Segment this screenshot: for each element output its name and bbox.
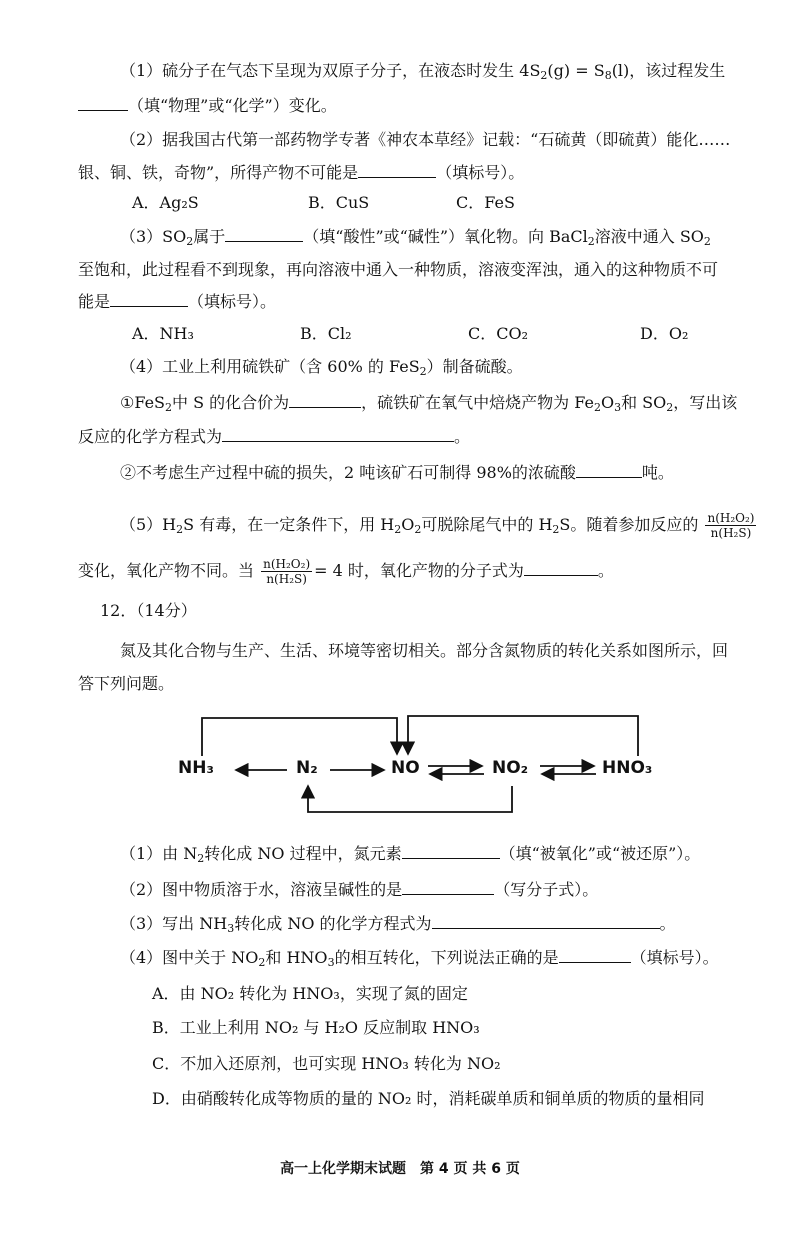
q12-header: 12．（14分） [100,601,197,620]
q11-part4-line2: ①FeS$_2$中 S 的化合价为 ，硫铁矿在氧气中焙烧产物为 $Fe_2O_3$和 $SO_2$，写出该 [120,393,738,414]
q11-part2-option-c: C．FeS [456,193,515,212]
q12-option-b: B．工业上利用 NO₂ 与 H₂O 反应制取 HNO₃ [152,1018,480,1037]
q12-option-c: C．不加入还原剂，也可实现 HNO₃ 转化为 NO₂ [152,1054,501,1073]
ratio-fraction: $\frac{\text{n(H₂O₂)}}{\text{n(H₂S)}}$ [263,557,311,586]
species-no: NO [391,758,420,778]
answer-blank[interactable] [576,463,642,478]
answer-blank[interactable] [78,96,128,111]
q12-part2: （2）图中物质溶于水，溶液呈碱性的是 （写分子式）。 [120,880,599,899]
answer-blank[interactable] [524,561,598,576]
q12-intro-line2: 答下列问题。 [78,674,175,693]
arrow-nh3-to-no [202,718,397,756]
q11-part2-option-b: B．CuS [308,193,370,212]
q11-part3-option-d: D．O₂ [640,324,689,343]
answer-blank[interactable] [402,880,494,895]
q11-part3-line1: $(3)SO_2$属于 （填“酸性”或“碱性”）氧化物。向 BaCl$_2$溶液中通入 $SO_2$ [120,227,711,248]
arrow-no2-to-n2 [308,786,512,812]
q12-part3: （3）写出 $NH_3$转化成 NO 的化学方程式为 。 [120,914,676,935]
q11-part4-line4: ②不考虑生产过程中硫的损失，2 吨该矿石可制得 98%的浓硫酸 吨。 [120,463,674,482]
answer-blank[interactable] [559,948,631,963]
answer-blank[interactable] [358,163,436,178]
q11-part3-option-a: A．NH₃ [132,324,194,343]
answer-blank[interactable] [222,427,454,442]
answer-blank[interactable] [432,914,660,929]
species-nh3: NH₃ [178,758,214,778]
q11-part2-line1: （2）据我国古代第一部药物学专著《神农本草经》记载：“石硫黄（即硫黄）能化…… [120,130,731,149]
q11-part3-option-b: B．Cl₂ [300,324,352,343]
q11-part1-line1: （1）硫分子在气态下呈现为双原子分子，在液态时发生 $4S_2(g) = S_8(l)$，该过程发生 [120,61,726,82]
q11-part3-line2: 至饱和，此过程看不到现象，再向溶液中通入一种物质，溶液变浑浊，通入的这种物质不可 [78,260,719,279]
q12-intro-line1: 氮及其化合物与生产、生活、环境等密切相关。部分含氮物质的转化关系如图所示，回 [120,641,729,660]
nitrogen-conversion-diagram [150,710,750,820]
answer-blank[interactable] [110,292,188,307]
species-hno3: HNO₃ [602,758,653,778]
species-n2: N₂ [296,758,318,778]
q11-part2-line2: 银、铜、铁，奇物”，所得产物不可能是 （填标号）。 [78,163,525,182]
answer-blank[interactable] [289,393,361,408]
answer-blank[interactable] [402,844,500,859]
q11-part5-line1: $(5)H_2S$ 有毒，在一定条件下，用 $H_2O_2$可脱除尾气中的 $H_2S$。随着参加反应的 $\frac{\text{n(H₂O₂)}}{\text{n(H₂S)}}$ [120,511,755,540]
q12-part1: （1）由 $N_2$转化成 NO 过程中，氮元素 （填“被氧化”或“被还原”）。 [120,844,701,865]
q11-part5-line2: 变化，氧化产物不同。当 $\frac{\text{n(H₂O₂)}}{\text{n(H₂S)}}$ = 4 时，氧化产物的分子式为 。 [78,557,614,586]
q11-part4-line1: （4）工业上利用硫铁矿（含 60% 的 FeS$_2$）制备硫酸。 [120,357,523,378]
q12-option-d: D．由硝酸转化成等物质的量的 NO₂ 时，消耗碳单质和铜单质的物质的量相同 [152,1089,705,1108]
q11-part3-line3: 能是 （填标号）。 [78,292,277,311]
q11-part4-line3: 反应的化学方程式为 。 [78,427,471,446]
q11-part2-option-a: A．Ag₂S [132,193,199,212]
q12-part4: （4）图中关于 $NO_2$和 $HNO_3$的相互转化，下列说法正确的是 （填标号）。 [120,948,719,969]
q11-part1-line2: （填“物理”或“化学”）变化。 [78,95,337,117]
conversion-arrows [150,710,750,820]
ratio-fraction: $\frac{\text{n(H₂O₂)}}{\text{n(H₂S)}}$ [707,511,755,540]
q12-option-a: A．由 NO₂ 转化为 HNO₃，实现了氮的固定 [152,984,468,1003]
arrow-hno3-to-no [408,716,638,756]
page-footer: 高一上化学期末试题 第 4 页 共 6 页 [280,1161,520,1177]
answer-blank[interactable] [225,227,303,242]
species-no2: NO₂ [492,758,529,778]
q11-part3-option-c: C．CO₂ [468,324,529,343]
